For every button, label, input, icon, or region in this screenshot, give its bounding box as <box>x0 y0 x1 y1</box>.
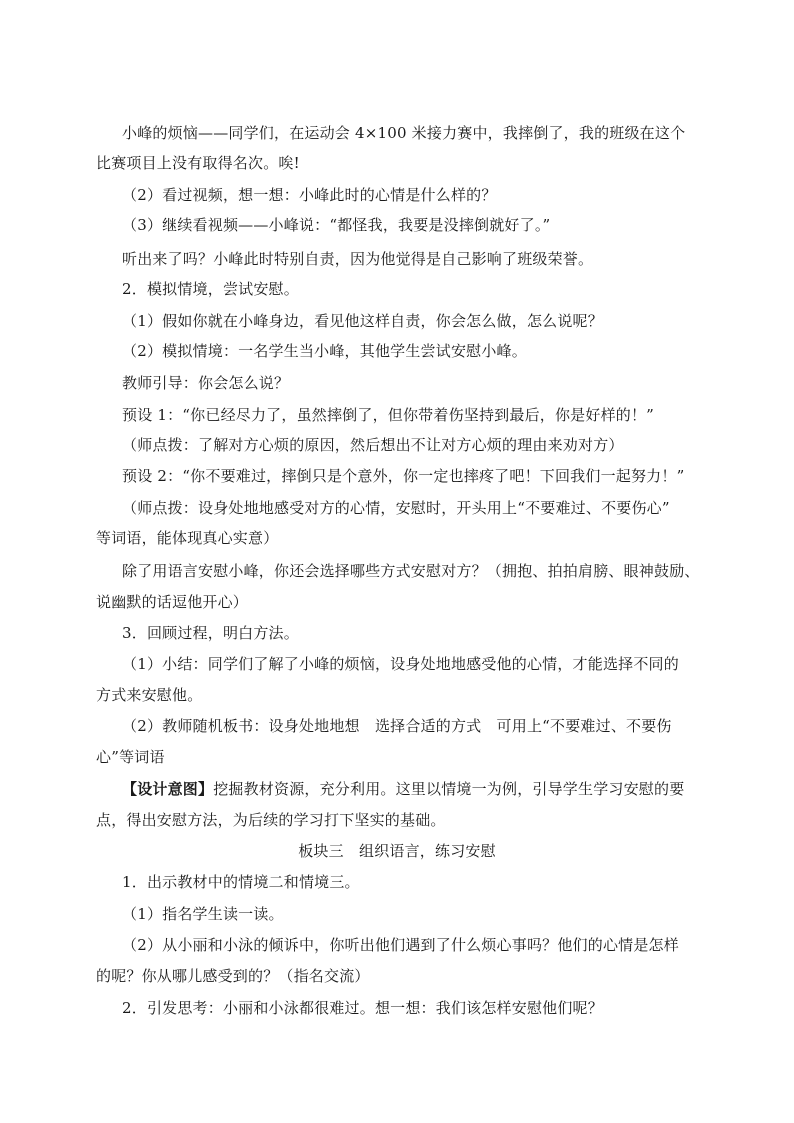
paragraph-line: 听出来了吗？小峰此时特别自责，因为他觉得是自己影响了班级荣誉。 <box>122 250 594 268</box>
paragraph-line: 预设 2：“你不要难过，摔倒只是个意外，你一定也摔疼了吧！下回我们一起努力！” <box>122 467 685 485</box>
paragraph-line: （2）看过视频，想一想：小峰此时的心情是什么样的？ <box>122 186 497 204</box>
paragraph-line: 2．引发思考：小丽和小泳都很难过。想一想：我们该怎样安慰他们呢？ <box>122 999 603 1017</box>
paragraph-line: 2．模拟情境，尝试安慰。 <box>122 280 299 298</box>
paragraph-line: 3．回顾过程，明白方法。 <box>122 624 299 642</box>
paragraph-line: （1）假如你就在小峰身边，看见他这样自责，你会怎么做，怎么说呢？ <box>122 312 603 330</box>
paragraph-line: 教师引导：你会怎么说？ <box>122 374 290 392</box>
design-intent-label: 【设计意图】 <box>122 780 214 798</box>
paragraph-line: 的呢？你从哪儿感受到的？（指名交流） <box>96 967 370 985</box>
paragraph-line: 除了用语言安慰小峰，你还会选择哪些方式安慰对方？（拥抱、拍拍肩膀、眼神鼓励、 <box>122 562 700 580</box>
paragraph-line: 1．出示教材中的情境二和情境三。 <box>122 873 360 891</box>
paragraph-line: （2）从小丽和小泳的倾诉中，你听出他们遇到了什么烦心事吗？他们的心情是怎样 <box>122 936 679 954</box>
paragraph-line: 比赛项目上没有取得名次。唉! <box>96 154 300 172</box>
paragraph-line: （3）继续看视频——小峰说：“都怪我，我要是没摔倒就好了。” <box>122 216 551 234</box>
paragraph-line: （2）教师随机板书：设身处地地想 选择合适的方式 可用上“不要难过、不要伤 <box>122 717 672 735</box>
design-intent-line <box>122 779 685 799</box>
paragraph-line: 方式来安慰他。 <box>96 686 203 704</box>
paragraph-line: （师点拨：设身处地地感受对方的心情，安慰时，开头用上“不要难过、不要伤心” <box>122 499 670 517</box>
paragraph-line: （2）模拟情境：一名学生当小峰，其他学生尝试安慰小峰。 <box>122 342 527 360</box>
paragraph-line: 预设 1：“你已经尽力了，虽然摔倒了，但你带着伤坚持到最后，你是好样的！” <box>122 406 655 424</box>
design-intent-text: 挖掘教材资源，充分利用。这里以情境一为例，引导学生学习安慰的要 <box>213 780 685 798</box>
paragraph-line: （师点拨：了解对方心烦的原因，然后想出不让对方心烦的理由来劝对方） <box>122 436 624 454</box>
paragraph-line: 说幽默的话逗他开心） <box>96 593 249 611</box>
paragraph-line: 等词语，能体现真心实意） <box>96 529 279 547</box>
section-heading: 板块三 组织语言，练习安慰 <box>298 842 496 860</box>
paragraph-line: 点，得出安慰方法，为后续的学习打下坚实的基础。 <box>96 811 446 829</box>
paragraph-line: （1）指名学生读一读。 <box>122 905 284 923</box>
paragraph-line: 心”等词语 <box>96 748 165 766</box>
paragraph-line: （1）小结：同学们了解了小峰的烦恼，设身处地地感受他的心情，才能选择不同的 <box>122 655 679 673</box>
paragraph-line: 小峰的烦恼——同学们，在运动会 4×100 米接力赛中，我摔倒了，我的班级在这个 <box>122 124 686 142</box>
